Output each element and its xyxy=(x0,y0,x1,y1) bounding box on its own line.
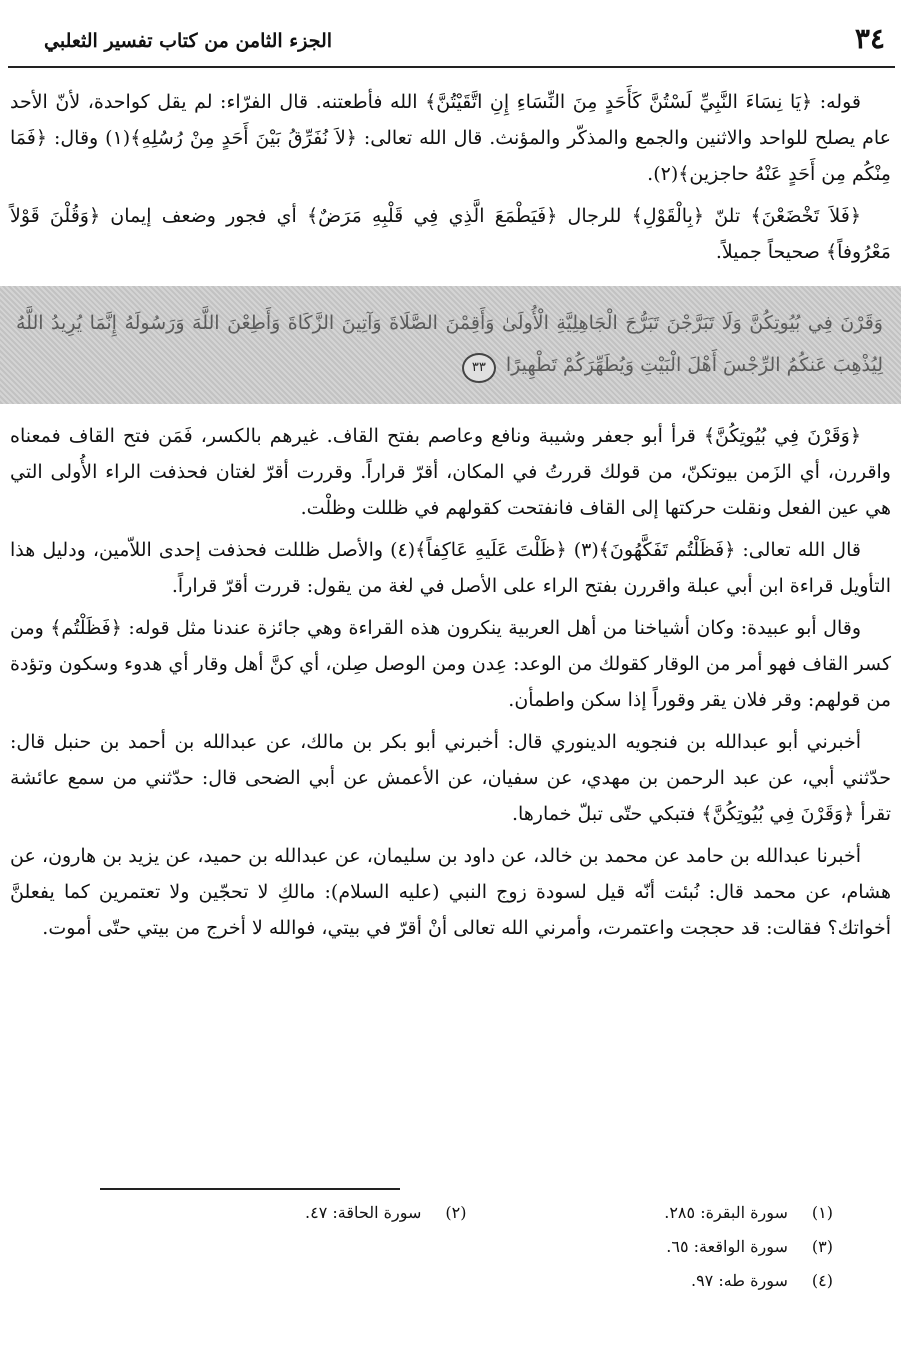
paragraph-1: قوله: ﴿يَا نِسَاءَ النَّبِيِّ لَسْتُنَّ كَأَحَدٍ مِنَ النِّسَاءِ إِنِ اتَّقَيْتُنَّ﴾ الله فأطعتنه. قال الفرّاء: لم يقل كواحدة، لأنّ الأحد عام يصلح للواحد والاثنين والجمع والمذكّر والمؤنث. قال الله تعالى: ﴿لاَ نُفَرِّقُ بَيْنَ أَحَدٍ مِنْ رُسُلِهِ﴾(١) وقال: ﴿فَمَا مِنْكُم مِن أَحَدٍ عَنْهُ حاجزين﴾(٢). xyxy=(10,91,891,185)
page-number: ٣٤ xyxy=(854,22,885,55)
page-header xyxy=(8,22,895,68)
paragraph-4: قال الله تعالى: ﴿فَظَلْتُم تَفَكَّهُونَ﴾(٣) ﴿ظَلْتَ عَلَيهِ عَاكِفاً﴾(٤) والأصل ظللت فحذفت إحدى اللاّمين، ودليل هذا التأويل قراءة ابن أبي عبلة واقررن بفتح الراء على الأصل في لغة من يقول: قررت أقرّ قراراً. xyxy=(10,539,891,597)
quran-verse-box xyxy=(0,286,901,404)
footnote-item xyxy=(453,1230,833,1264)
verse-text: وَقَرْنَ فِي بُيُوتِكُنَّ وَلَا تَبَرَّجْنَ تَبَرُّجَ الْجَاهِلِيَّةِ الْأُولَىٰ وَأَقِمْنَ الصَّلَاةَ وَآتِينَ الزَّكَاةَ وَأَطِعْنَ اللَّهَ وَرَسُولَهُ إِنَّمَا يُرِيدُ اللَّهُ لِيُذْهِبَ عَنكُمُ الرِّجْسَ أَهْلَ الْبَيْتِ وَيُطَهِّرَكُمْ تَطْهِيرًا xyxy=(16,312,883,376)
paragraph-3: ﴿وَقَرْنَ فِي بُيُوتِكُنَّ﴾ قرأ أبو جعفر وشيبة ونافع وعاصم بفتح القاف. غيرهم بالكسر، فَمَن فتح القاف فمعناه واقررن، أي الزَمن بيوتكنّ، من قولك قررتُ في المكان، أقرّ قراراً. وقررت أقرّ لغتان فحذفت الراء الأُولى التي هي عين الفعل ونقلت حركتها إلى القاف فانفتحت كقولهم في ظللت وظلْت. xyxy=(10,425,891,519)
footnote-row-1 xyxy=(100,1196,833,1230)
footnote-item xyxy=(453,1264,833,1298)
footnote-number: (٤) xyxy=(811,1271,833,1290)
main-text xyxy=(10,84,891,952)
footnote-row-3 xyxy=(100,1264,833,1298)
footnote-item xyxy=(100,1196,467,1230)
paragraph-2: ﴿فَلاَ تَخْضَعْنَ﴾ تلنّ ﴿بِالْقَوْلِ﴾ للرجال ﴿فَيَطْمَعَ الَّذِي فِي قَلْبِهِ مَرَضٌ﴾ أي فجور وضعف إيمان ﴿وَقُلْنَ قَوْلاً مَعْرُوفاً﴾ صحيحاً جميلاً. xyxy=(10,205,891,263)
footnote-number: (٣) xyxy=(811,1237,833,1256)
running-title: الجزء الثامن من كتاب تفسير الثعلبي xyxy=(44,30,333,52)
footnote-text: سورة طه: ٩٧. xyxy=(690,1271,788,1290)
footnote-text: سورة البقرة: ٢٨٥. xyxy=(664,1203,788,1222)
paragraph-7: أخبرنا عبدالله بن حامد عن محمد بن خالد، عن داود بن سليمان، عن عبدالله بن حميد، عن يزيد بن هارون، عن هشام، عن محمد قال: نُبئت أنّه قيل لسودة زوج النبي (عليه السلام): مالكِ لا تحجّين ولا تعتمرين كما يفعلنَّ أخواتك؟ فقالت: قد حججت واعتمرت، وأمرني الله تعالى أنْ أقرّ في بيتي، فوالله لا أخرج من بيتي حتّى أموت. xyxy=(10,845,891,939)
paragraph-6: أخبرني أبو عبدالله بن فنجويه الدينوري قال: أخبرني أبو بكر بن مالك، عن عبدالله بن أحمد بن حنبل قال: حدّثني أبي، عن عبد الرحمن بن مهدي، عن سفيان، عن الأعمش عن أبي الضحى قال: حدّثني من سمع عائشة تقرأ ﴿وَقَرْنَ فِي بُيُوتِكُنَّ﴾ فتبكي حتّى تبلّ خمارها. xyxy=(10,731,891,825)
ayah-number-marker: ٣٣ xyxy=(462,353,496,383)
footnote-number: (٢) xyxy=(445,1203,467,1222)
footnotes xyxy=(100,1196,833,1298)
footnote-text: سورة الواقعة: ٦٥. xyxy=(666,1237,788,1256)
paragraph-5: وقال أبو عبيدة: وكان أشياخنا من أهل العربية ينكرون هذه القراءة وهي جائزة عندنا مثل قوله: ﴿فَظَلْتُم﴾ ومن كسر القاف فهو أمر من الوقار كقولك من الوعد: عِدن ومن الوصل صِلن، أي كنَّ أهل وقار أي هدوء وسكون وتؤدة من قولهم: وقر فلان يقر وقوراً إذا سكن واطمأن. xyxy=(10,617,891,711)
footnote-item xyxy=(467,1196,834,1230)
footnote-divider xyxy=(100,1188,400,1190)
footnote-number: (١) xyxy=(811,1203,833,1222)
footnote-row-2 xyxy=(100,1230,833,1264)
footnote-text: سورة الحاقة: ٤٧. xyxy=(305,1203,422,1222)
